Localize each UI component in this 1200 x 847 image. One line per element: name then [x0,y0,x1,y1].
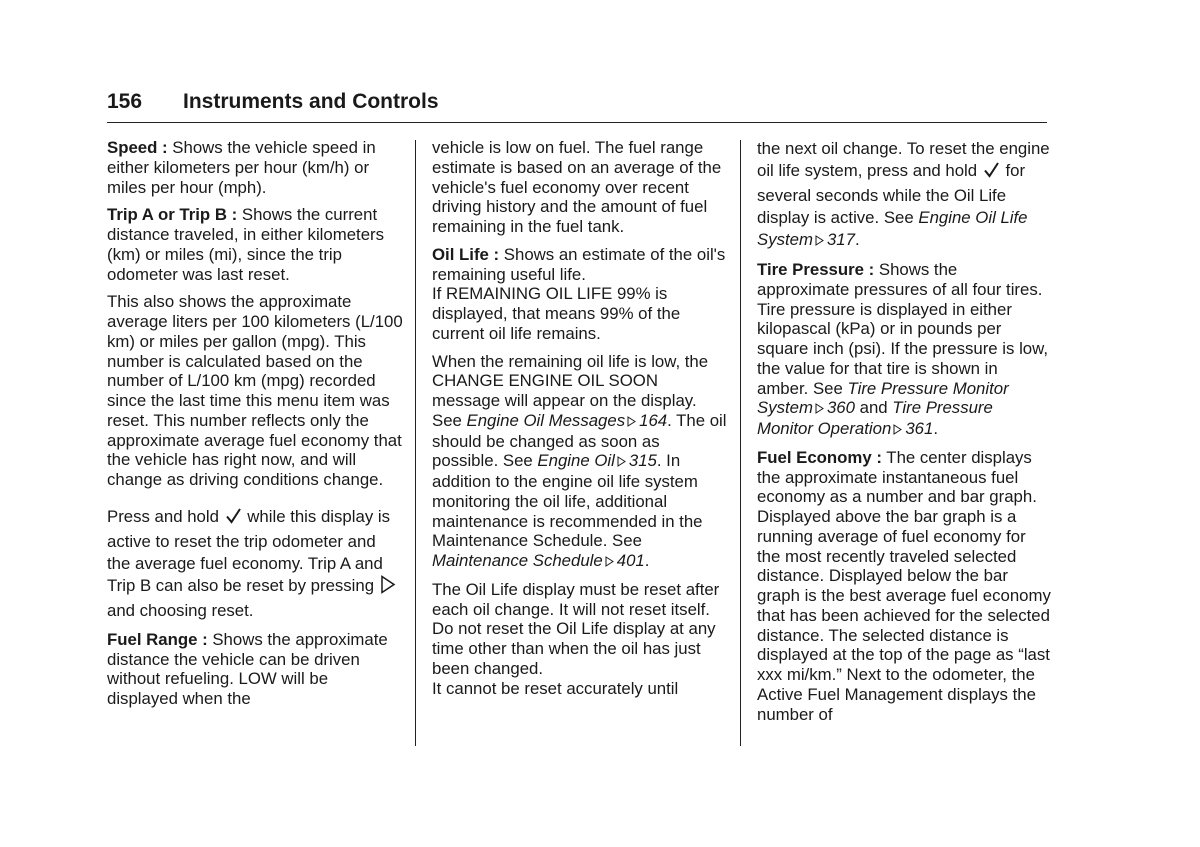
oil-life-term: Oil Life : [432,244,500,264]
oil-reset-text-b: for several seconds while the Oil Life display is active. See [757,161,1026,227]
right-arrow-icon [380,575,396,600]
cross-reference-icon [815,399,824,419]
check-icon [983,161,1000,185]
remaining-oil-life-paragraph: If REMAINING OIL LIFE 99% is displayed, that means 99% of the current oil life remains. [432,284,681,343]
press-and-hold-paragraph [107,506,403,622]
fuel-range-entry [107,630,403,709]
speed-term: Speed : [107,138,168,157]
engine-oil-life-system-page[interactable]: 317 [826,230,855,249]
engine-oil-life-system-ref[interactable]: Engine Oil Life System [757,208,1028,249]
oil-reset-paragraph: The Oil Life display must be reset after each oil change. It will not reset itself. Do not reset the Oil Life display at any time other than when the oil has just been changed. [432,579,720,678]
cross-reference-icon [815,230,824,252]
tire-pressure-term: Tire Pressure : [757,260,875,279]
oil-low-text-a: When the remaining oil life is low, the CHANGE ENGINE OIL SOON message will appear on the display. See [432,351,709,430]
trip-text: Shows the current distance traveled, in either kilometers (km) or miles (mi), since the trip odometer was last reset. [107,205,385,284]
page-number: 156 [107,90,143,113]
press-text-a: Press and hold [107,506,219,526]
page-header [107,88,1047,123]
cross-reference-icon [893,420,902,440]
trip-term: Trip A or Trip B : [107,205,238,225]
oil-reset-instructions [757,138,1053,252]
speed-text: Shows the vehicle speed in either kilometers per hour (km/h) or miles per hour (mph). [107,138,376,197]
column-divider-2 [740,140,741,746]
column-divider-1 [415,140,416,746]
maintenance-schedule-ref[interactable]: Maintenance Schedule [432,551,603,570]
column-1 [107,138,403,709]
check-icon [225,507,242,531]
tpm-operation-page[interactable]: 361 [905,419,934,438]
speed-entry [107,138,403,197]
cross-reference-icon [617,452,626,472]
fuel-economy-term: Fuel Economy : [757,447,882,467]
tire-pressure-entry [757,260,1053,440]
cross-reference-icon [605,552,614,572]
tpm-operation-ref[interactable]: Tire Pressure Monitor Operation [757,398,993,438]
cross-reference-icon [627,412,636,432]
oil-reset-text-c: . [854,230,860,249]
fuel-economy-text: The center displays the approximate instantaneous fuel economy as a number and bar graph. Displayed above the bar graph is a running average of fuel economy for the most recently traveled selected distance. Displayed below the bar graph is the best average fuel economy that has been achieved for the selected distance. The selected distance is displayed at the top of the page as “last xxx mi/km.” Next to the odometer, the Active Fuel Management displays the number of [757,447,1051,724]
engine-oil-messages-ref[interactable]: Engine Oil Messages [466,410,626,430]
page-title: Instruments and Controls [183,90,439,113]
oil-low-text-b: . The oil should be changed as soon as possible. See [432,410,727,471]
column-3 [757,138,1053,724]
fuel-range-continued: vehicle is low on fuel. The fuel range estimate is based on an average of the vehicle's fuel economy over recent driving history and the amount of fuel remaining in the fuel tank. [432,138,722,236]
oil-reset-text-a: the next oil change. To reset the engine oil life system, press and hold [757,139,1050,180]
tire-pressure-end: . [933,419,938,438]
engine-oil-messages-page[interactable]: 164 [639,410,668,430]
tire-pressure-and: and [854,398,893,418]
fuel-range-text: Shows the approximate distance the vehicle can be driven without refueling. LOW will be displayed when the [107,629,388,708]
tpms-ref[interactable]: Tire Pressure Monitor System [757,378,1009,418]
engine-oil-page[interactable]: 315 [628,451,657,471]
trip-entry [107,205,403,284]
oil-low-text-d: . [644,551,650,570]
tpms-page[interactable]: 360 [826,398,855,418]
oil-reset-continued: It cannot be reset accurately until [432,678,679,698]
press-text-c: and choosing reset. [107,600,254,620]
fuel-economy-entry [757,448,1053,725]
engine-oil-ref[interactable]: Engine Oil [537,451,615,471]
press-text-b: while this display is active to reset the trip odometer and the average fuel economy. Trip A and Trip B can also be reset by pressing [107,506,390,595]
fuel-range-term: Fuel Range : [107,629,208,649]
tire-pressure-text: Shows the approximate pressures of all four tires. Tire pressure is displayed in either kilopascal (kPa) or in pounds per square inch (psi). If the pressure is low, the value for that tire is shown in amber. See [757,260,1049,398]
oil-low-text-c: . In addition to the engine oil life system monitoring the oil life, additional maintenance is recommended in the Maintenance Schedule. See [432,451,703,551]
maintenance-schedule-page[interactable]: 401 [616,551,645,570]
trip-description: This also shows the approximate average liters per 100 kilometers (L/100 km) or miles per gallon (mpg). This number is calculated based on the number of L/100 km (mpg) recorded since the last time this menu item was reset. This number reflects only the approximate average fuel economy that the vehicle has right now, and will change as driving conditions change. [107,292,403,489]
oil-low-paragraph [432,352,728,572]
column-2 [432,138,728,698]
oil-life-text: Shows an estimate of the oil's remaining useful life. [432,244,726,284]
oil-life-entry [432,245,728,285]
